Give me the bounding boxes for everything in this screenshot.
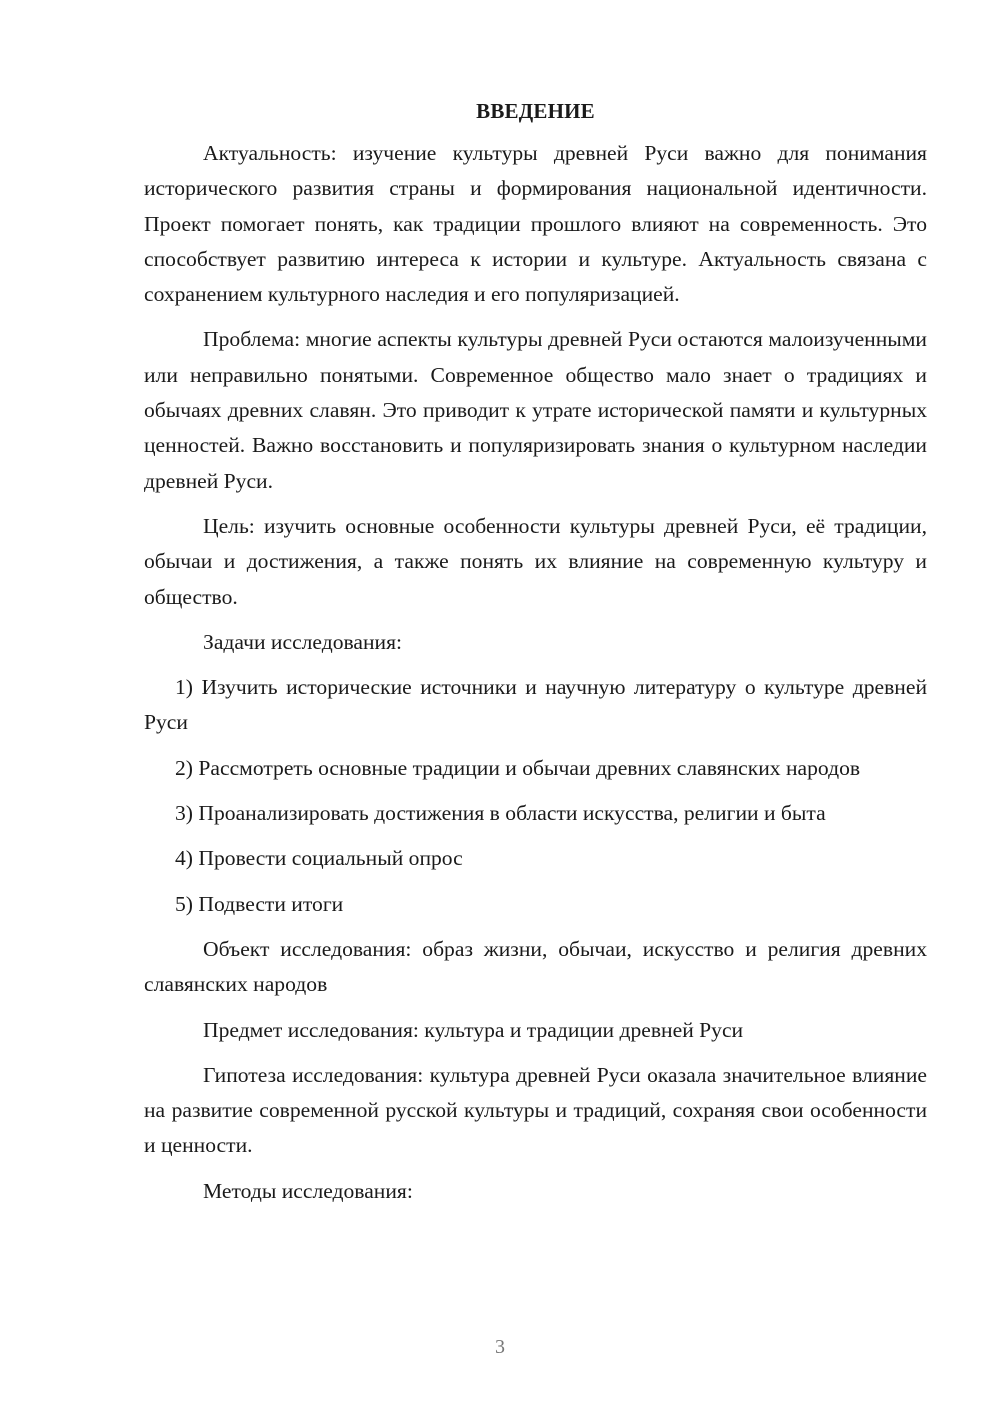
- problem-paragraph: Проблема: многие аспекты культуры древней Руси остаются малоизученными или неправильно понятыми. Современное общество мало знает о традициях и обычаях древних славян. Это приводит к утрате исторической памяти и культурных ценностей. Важно восстановить и популяризировать знания о культурном наследии древней Руси.: [144, 327, 927, 493]
- task-item-3: 3) Проанализировать достижения в области искусства, религии и быта: [175, 801, 826, 826]
- task-item-5: 5) Подвести итоги: [175, 891, 344, 916]
- tasks-heading: Задачи исследования:: [203, 629, 403, 654]
- page-number: 3: [495, 1336, 505, 1358]
- task-item-1: 1) Изучить исторические источники и научную литературу о культуре древней Руси: [144, 675, 927, 735]
- methods-heading: Методы исследования:: [203, 1178, 413, 1203]
- page-content: [144, 96, 927, 1219]
- subject-paragraph: Предмет исследования: культура и традиции древней Руси: [203, 1017, 744, 1042]
- hypothesis-paragraph: Гипотеза исследования: культура древней Руси оказала значительное влияние на развитие современной русской культуры и традиций, сохраняя свои особенности и ценности.: [144, 1062, 927, 1158]
- object-paragraph: Объект исследования: образ жизни, обычаи, искусство и религия древних славянских народов: [144, 936, 927, 997]
- task-item-2: 2) Рассмотреть основные традиции и обычаи древних славянских народов: [175, 755, 861, 780]
- goal-paragraph: Цель: изучить основные особенности культуры древней Руси, её традиции, обычаи и достижения, а также понять их влияние на современную культуру и общество.: [144, 513, 927, 609]
- relevance-paragraph: Актуальность: изучение культуры древней Руси важно для понимания исторического развития страны и формирования национальной идентичности. Проект помогает понять, как традиции прошлого влияют на современность. Это способствует развитию интереса к истории и культуре. Актуальность связана с сохранением культурного наследия и его популяризацией.: [144, 141, 927, 307]
- task-item-4: 4) Провести социальный опрос: [175, 846, 463, 871]
- section-title: ВВЕДЕНИЕ: [476, 99, 595, 123]
